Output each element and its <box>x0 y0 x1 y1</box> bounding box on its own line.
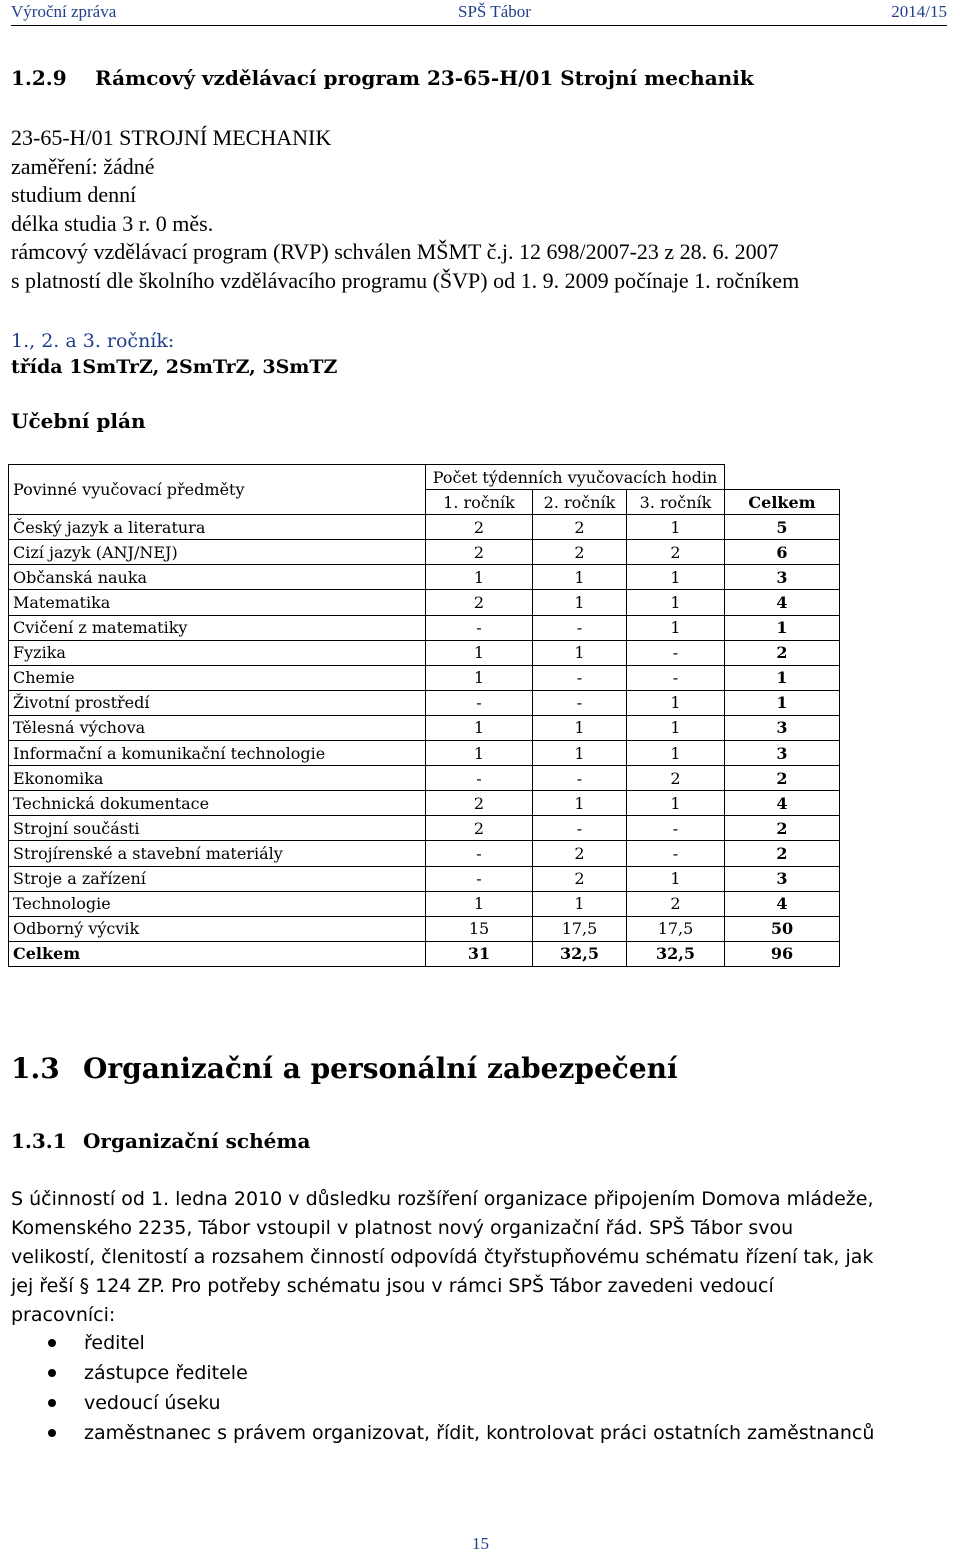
section-number: 1.3.1 <box>11 1129 67 1153</box>
year-2-cell: 2 <box>533 540 627 565</box>
year-2-cell: 2 <box>533 515 627 540</box>
program-code-line: 23-65-H/01 STROJNÍ MECHANIK <box>11 125 332 150</box>
list-item <box>11 1388 874 1418</box>
years-label: 1., 2. a 3. ročník: <box>11 330 175 352</box>
list-item <box>11 1418 874 1448</box>
total-cell: 2 <box>725 816 840 841</box>
year-3-cell: 17,5 <box>627 916 725 941</box>
subject-cell: Český jazyk a literatura <box>9 515 426 540</box>
col-header-year-1: 1. ročník <box>426 490 533 515</box>
section-title: Rámcový vzdělávací program 23-65-H/01 Strojní mechanik <box>95 66 754 90</box>
plan-title: Učební plán <box>11 409 146 433</box>
total-cell: 2 <box>725 841 840 866</box>
table-row <box>9 565 840 590</box>
subject-cell: Technická dokumentace <box>9 791 426 816</box>
year-1-cell: 1 <box>426 640 533 665</box>
page-header <box>11 0 947 26</box>
year-1-cell: 2 <box>426 590 533 615</box>
year-2-cell: - <box>533 816 627 841</box>
section-number: 1.3 <box>11 1052 60 1085</box>
section-number: 1.2.9 <box>11 66 67 90</box>
year-2-cell: - <box>533 615 627 640</box>
subject-cell: Fyzika <box>9 640 426 665</box>
year-3-cell: 1 <box>627 791 725 816</box>
program-duration-line: délka studia 3 r. 0 měs. <box>11 210 214 236</box>
list-item-text: zaměstnanec s právem organizovat, řídit, kontrolovat práci ostatních zaměstnanců <box>84 1422 875 1444</box>
section-title: Organizační schéma <box>83 1129 311 1153</box>
subject-cell: Strojní součásti <box>9 816 426 841</box>
class-list: třída 1SmTrZ, 2SmTrZ, 3SmTZ <box>11 356 338 378</box>
table-row <box>9 715 840 740</box>
curriculum-table <box>8 464 840 967</box>
subject-cell: Odborný výcvik <box>9 916 426 941</box>
subject-cell: Občanská nauka <box>9 565 426 590</box>
total-cell: 4 <box>725 791 840 816</box>
table-row <box>9 540 840 565</box>
year-3-cell: - <box>627 640 725 665</box>
paragraph-line: velikostí, členitostí a rozsahem činností odpovídá čtyřstupňovému schématu řízení tak, jak <box>11 1246 874 1268</box>
total-cell: 1 <box>725 615 840 640</box>
table-row <box>9 891 840 916</box>
subject-cell: Ekonomika <box>9 766 426 791</box>
subject-cell: Cizí jazyk (ANJ/NEJ) <box>9 540 426 565</box>
year-3-cell: 1 <box>627 715 725 740</box>
table-row <box>9 640 840 665</box>
bullet-icon <box>48 1399 56 1407</box>
list-item-text: zástupce ředitele <box>84 1362 248 1384</box>
program-info <box>11 124 799 295</box>
table-sum-row <box>9 941 840 966</box>
total-cell: 3 <box>725 715 840 740</box>
subject-cell: Strojírenské a stavební materiály <box>9 841 426 866</box>
year-2-cell: 1 <box>533 715 627 740</box>
year-3-cell: - <box>627 816 725 841</box>
year-2-cell: 1 <box>533 590 627 615</box>
year-1-cell: - <box>426 690 533 715</box>
year-2-cell: 1 <box>533 891 627 916</box>
table-row <box>9 866 840 891</box>
year-3-cell: - <box>627 665 725 690</box>
section-title: Organizační a personální zabezpečení <box>83 1052 678 1085</box>
subject-cell: Tělesná výchova <box>9 715 426 740</box>
total-cell: 3 <box>725 565 840 590</box>
program-study-form-line: studium denní <box>11 182 137 207</box>
paragraph-line: jej řeší § 124 ZP. Pro potřeby schématu jsou v rámci SPŠ Tábor zavedeni vedoucí <box>11 1275 774 1297</box>
page-number: 15 <box>472 1534 489 1552</box>
list-item <box>11 1328 874 1358</box>
year-2-cell: 17,5 <box>533 916 627 941</box>
year-3-cell: 32,5 <box>627 941 725 966</box>
year-1-cell: 2 <box>426 816 533 841</box>
header-blank-cell <box>725 465 840 490</box>
total-cell: 96 <box>725 941 840 966</box>
bullet-icon <box>48 1339 56 1347</box>
table-row <box>9 791 840 816</box>
list-item <box>11 1358 874 1388</box>
organization-paragraph <box>11 1185 951 1330</box>
subject-cell: Chemie <box>9 665 426 690</box>
class-info <box>11 328 337 380</box>
table-row <box>9 590 840 615</box>
year-3-cell: 1 <box>627 565 725 590</box>
year-2-cell: - <box>533 665 627 690</box>
year-1-cell: 2 <box>426 540 533 565</box>
year-2-cell: 1 <box>533 791 627 816</box>
table-row <box>9 841 840 866</box>
year-2-cell: - <box>533 766 627 791</box>
total-cell: 2 <box>725 640 840 665</box>
list-item-text: vedoucí úseku <box>84 1392 221 1414</box>
table-row <box>9 615 840 640</box>
total-cell: 3 <box>725 866 840 891</box>
total-cell: 6 <box>725 540 840 565</box>
table-row <box>9 665 840 690</box>
year-3-cell: 1 <box>627 590 725 615</box>
year-3-cell: 1 <box>627 615 725 640</box>
year-1-cell: 15 <box>426 916 533 941</box>
total-cell: 2 <box>725 766 840 791</box>
total-cell: 1 <box>725 690 840 715</box>
paragraph-line: Komenského 2235, Tábor vstoupil v platnost nový organizační řád. SPŠ Tábor svou <box>11 1217 794 1239</box>
year-2-cell: 2 <box>533 841 627 866</box>
year-1-cell: 1 <box>426 565 533 590</box>
subject-cell: Informační a komunikační technologie <box>9 741 426 766</box>
total-cell: 50 <box>725 916 840 941</box>
total-cell: 3 <box>725 741 840 766</box>
table-row <box>9 766 840 791</box>
year-1-cell: 2 <box>426 515 533 540</box>
table-row <box>9 816 840 841</box>
year-3-cell: 2 <box>627 766 725 791</box>
program-focus-line: zaměření: žádné <box>11 153 155 179</box>
table-row <box>9 690 840 715</box>
table-row <box>9 515 840 540</box>
year-3-cell: 1 <box>627 690 725 715</box>
total-cell: 1 <box>725 665 840 690</box>
bullet-icon <box>48 1369 56 1377</box>
program-approval-line: rámcový vzdělávací program (RVP) schválen MŠMT č.j. 12 698/2007-23 z 28. 6. 2007 <box>11 239 779 264</box>
year-1-cell: 1 <box>426 741 533 766</box>
section-1-3-heading <box>11 1052 678 1085</box>
section-1-2-9-heading <box>11 66 754 90</box>
hours-header: Počet týdenních vyučovacích hodin <box>426 465 725 490</box>
year-3-cell: - <box>627 841 725 866</box>
list-item-text: ředitel <box>84 1332 145 1354</box>
col-header-year-3: 3. ročník <box>627 490 725 515</box>
year-2-cell: - <box>533 690 627 715</box>
year-3-cell: 2 <box>627 540 725 565</box>
year-1-cell: 1 <box>426 891 533 916</box>
subject-cell: Stroje a zařízení <box>9 866 426 891</box>
year-2-cell: 2 <box>533 866 627 891</box>
total-cell: 4 <box>725 590 840 615</box>
subject-cell: Cvičení z matematiky <box>9 615 426 640</box>
year-2-cell: 1 <box>533 565 627 590</box>
table-row <box>9 916 840 941</box>
year-1-cell: 1 <box>426 665 533 690</box>
header-school-name: SPŠ Tábor <box>458 2 531 21</box>
header-school-year: 2014/15 <box>891 2 947 21</box>
col-header-total: Celkem <box>725 490 840 515</box>
subject-cell: Matematika <box>9 590 426 615</box>
year-2-cell: 32,5 <box>533 941 627 966</box>
year-3-cell: 1 <box>627 866 725 891</box>
program-validity-line: s platností dle školního vzdělávacího programu (ŠVP) od 1. 9. 2009 počínaje 1. ročníkem <box>11 267 800 293</box>
year-1-cell: - <box>426 766 533 791</box>
subject-cell: Celkem <box>9 941 426 966</box>
year-3-cell: 2 <box>627 891 725 916</box>
year-1-cell: 31 <box>426 941 533 966</box>
paragraph-line: S účinností od 1. ledna 2010 v důsledku rozšíření organizace připojením Domova mládeže, <box>11 1188 874 1210</box>
subject-cell: Technologie <box>9 891 426 916</box>
subjects-header: Povinné vyučovací předměty <box>9 465 426 515</box>
year-3-cell: 1 <box>627 515 725 540</box>
year-1-cell: 1 <box>426 715 533 740</box>
year-1-cell: 2 <box>426 791 533 816</box>
section-1-3-1-heading <box>11 1129 310 1153</box>
year-1-cell: - <box>426 866 533 891</box>
bullet-icon <box>48 1429 56 1437</box>
paragraph-line: pracovníci: <box>11 1304 116 1326</box>
header-report-title: Výroční zpráva <box>11 2 117 21</box>
year-2-cell: 1 <box>533 741 627 766</box>
col-header-year-2: 2. ročník <box>533 490 627 515</box>
year-2-cell: 1 <box>533 640 627 665</box>
total-cell: 5 <box>725 515 840 540</box>
table-header-row <box>9 465 840 490</box>
subject-cell: Životní prostředí <box>9 690 426 715</box>
year-1-cell: - <box>426 841 533 866</box>
total-cell: 4 <box>725 891 840 916</box>
year-1-cell: - <box>426 615 533 640</box>
staff-roles-list <box>11 1328 874 1448</box>
year-3-cell: 1 <box>627 741 725 766</box>
table-row <box>9 741 840 766</box>
